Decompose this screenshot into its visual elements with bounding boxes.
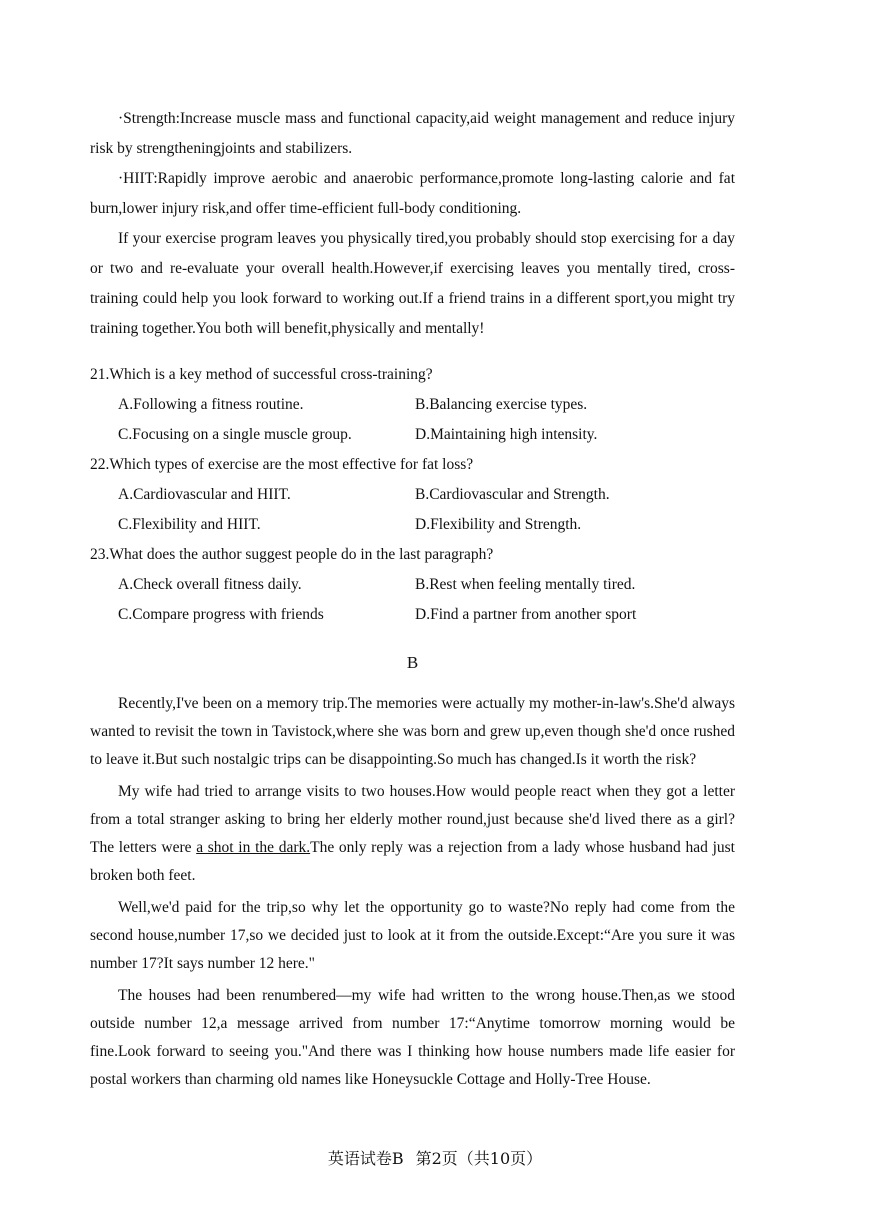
option-c: C.Focusing on a single muscle group.	[118, 426, 352, 443]
option-d: D.Find a partner from another sport	[415, 606, 637, 623]
option-c: C.Compare progress with friends	[118, 606, 324, 623]
page-number: 第2页（共10页）	[415, 1149, 543, 1168]
paragraph-text: My wife had tried to arrange visits to two houses.How would people react when they got a letter from a total stranger asking to bring her elderly mother round,just because she'd lived there as a girl?The letters were	[90, 783, 735, 856]
question-21	[90, 360, 735, 450]
question-stem: 21.Which is a key method of successful cross-training?	[90, 366, 433, 383]
passage-b-paragraph-1: Recently,I've been on a memory trip.The memories were actually my mother-in-law's.She'd always wanted to revisit the town in Tavistock,where she was born and grew up,even though she'd once rushed to leave it.But such nostalgic trips can be disappointing.So much has changed.Is it worth the risk?	[90, 695, 735, 768]
option-d: D.Maintaining high intensity.	[415, 426, 598, 443]
option-a: A.Following a fitness routine.	[118, 396, 304, 413]
page-footer	[0, 1146, 870, 1169]
option-a: A.Cardiovascular and HIIT.	[118, 486, 291, 503]
question-stem: 22.Which types of exercise are the most effective for fat loss?	[90, 456, 474, 473]
option-d: D.Flexibility and Strength.	[415, 516, 582, 533]
section-heading-b: B	[406, 653, 419, 672]
option-a: A.Check overall fitness daily.	[118, 576, 302, 593]
passage-a-closing: If your exercise program leaves you physically tired,you probably should stop exercising for a day or two and re-evaluate your overall health.However,if exercising leaves you mentally tired, cross-training could help you look forward to working out.If a friend trains in a different sport,you might try training together.You both will benefit,physically and mentally!	[90, 230, 735, 337]
bullet-strength: ·Strength:Increase muscle mass and functional capacity,aid weight management and reduce injury risk by strengtheningjoints and stabilizers.	[90, 110, 735, 157]
exam-page	[90, 104, 735, 1098]
bullet-hiit: ·HIIT:Rapidly improve aerobic and anaerobic performance,promote long-lasting calorie and fat burn,lower injury risk,and offer time-efficient full-body conditioning.	[90, 170, 735, 217]
passage-b-paragraph-2	[90, 778, 735, 890]
option-b: B.Balancing exercise types.	[415, 396, 588, 413]
option-b: B.Cardiovascular and Strength.	[415, 486, 610, 503]
question-stem: 23.What does the author suggest people do in the last paragraph?	[90, 546, 494, 563]
underlined-phrase: a shot in the dark.	[196, 839, 311, 856]
paragraph-text: The only reply was a rejection from a lady whose husband had just broken both feet.	[90, 839, 735, 884]
option-b: B.Rest when feeling mentally tired.	[415, 576, 636, 593]
paper-title: 英语试卷B	[327, 1149, 404, 1168]
question-23	[90, 540, 735, 630]
passage-b-paragraph-3: Well,we'd paid for the trip,so why let the opportunity go to waste?No reply had come from the second house,number 17,so we decided just to look at it from the outside.Except:“Are you sure it was number 17?It says number 12 here."	[90, 899, 735, 972]
option-c: C.Flexibility and HIIT.	[118, 516, 261, 533]
question-22	[90, 450, 735, 540]
passage-b-paragraph-4: The houses had been renumbered—my wife had written to the wrong house.Then,as we stood outside number 12,a message arrived from number 17:“Anytime tomorrow morning would be fine.Look forward to seeing you."And there was I thinking how house numbers made life easier for postal workers than charming old names like Honeysuckle Cottage and Holly-Tree House.	[90, 987, 735, 1088]
